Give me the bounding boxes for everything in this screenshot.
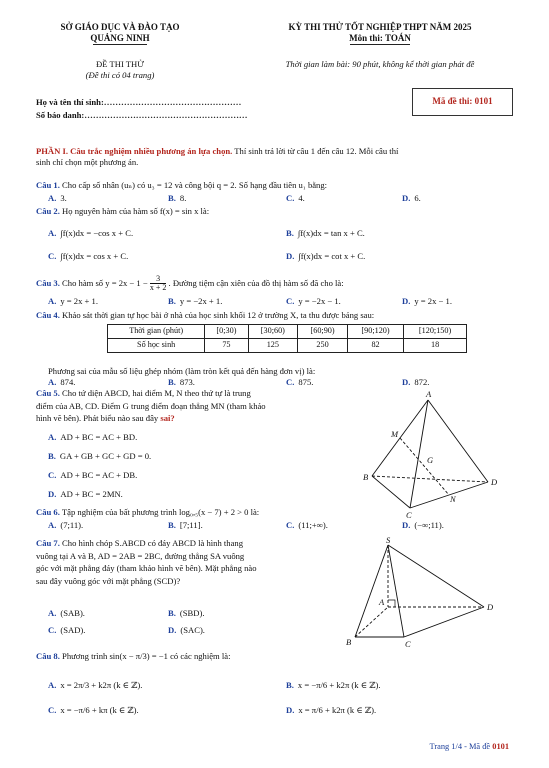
option-letter: D. <box>286 705 295 715</box>
q8-text-a: Phương trình sin(x − π/3) = −1 <box>62 651 168 661</box>
dept-line1: SỞ GIÁO DỤC VÀ ĐÀO TẠO <box>60 22 180 32</box>
edge-sd <box>388 545 484 607</box>
edge-ab <box>372 400 428 476</box>
candidate-id: Số báo danh:………………………………………………… <box>36 110 248 120</box>
q3-option-b[interactable] <box>168 296 222 307</box>
option-text: 873. <box>179 377 195 387</box>
candidate-name: Họ và tên thí sinh:………………………………………… <box>36 97 242 107</box>
exam-type: ĐỀ THI THỬ <box>96 59 144 69</box>
edge-bd <box>372 476 488 482</box>
label-g: G <box>427 455 434 465</box>
q7-option-d[interactable] <box>168 625 205 636</box>
option-letter: C. <box>48 705 57 715</box>
table-row <box>108 325 467 339</box>
q3-label: Câu 3. <box>36 277 60 288</box>
footer-code: 0101 <box>492 742 509 751</box>
edge-sb <box>355 545 388 637</box>
q4-table-header-count: Số học sinh <box>108 339 205 353</box>
option-letter: D. <box>402 296 411 306</box>
option-text: (−∞;11). <box>414 520 444 530</box>
edge-ba <box>355 607 388 637</box>
q7-line1: Cho hình chóp S.ABCD có đáy ABCD là hình thang <box>62 538 243 548</box>
label-m: M <box>391 429 399 439</box>
label-b: B <box>346 637 352 647</box>
q6-label: Câu 6. <box>36 507 60 517</box>
part1-title: PHẦN I. Câu trắc nghiệm nhiều phương án lựa chọn. <box>36 146 233 156</box>
q7-label: Câu 7. <box>36 538 60 548</box>
q2-option-d[interactable] <box>286 251 365 262</box>
header-underline <box>93 44 147 45</box>
option-text: x = π/6 + k2π (k ∈ ℤ). <box>298 705 377 715</box>
question-5 <box>36 388 361 424</box>
q4-count: 125 <box>248 339 298 353</box>
label-a: A <box>426 389 432 399</box>
q4-count: 75 <box>205 339 248 353</box>
q8-option-b[interactable] <box>286 680 381 691</box>
option-letter: D. <box>402 520 411 530</box>
exam-title: KỲ THI THỬ TỐT NGHIỆP THPT NĂM 2025 <box>288 22 472 32</box>
q2-label: Câu 2. <box>36 206 60 216</box>
option-text: y = 2x + 1. <box>60 296 98 306</box>
q3-text-b: . Đường tiệm cận xiên của đồ thị hàm số đã cho là: <box>168 277 344 288</box>
option-letter: D. <box>286 251 295 261</box>
option-letter: A. <box>48 193 57 203</box>
q5-line2: điểm của AB, CD. Điểm G trung điểm đoạn thẳng MN (tham khảo <box>36 400 266 411</box>
q1-label: Câu 1. <box>36 180 60 190</box>
q5-line1: Cho tứ diện ABCD, hai điểm M, N theo thứ tự là trung <box>62 388 251 398</box>
dept-line2: QUẢNG NINH <box>90 33 150 43</box>
option-text: AD + BC = AC + BD. <box>60 432 138 442</box>
option-text: x = −π/6 + k2π (k ∈ ℤ). <box>297 680 381 690</box>
q7-option-b[interactable] <box>168 608 204 619</box>
q6-option-c[interactable] <box>286 520 328 531</box>
edge-ac <box>410 400 428 508</box>
question-3 <box>36 275 344 293</box>
q5-option-a[interactable] <box>48 432 137 443</box>
q1-option-b[interactable] <box>168 193 186 204</box>
option-letter: C. <box>286 296 295 306</box>
q3-fraction <box>150 275 167 293</box>
label-b: B <box>363 472 369 482</box>
q1-text: Cho cấp số nhân (uₙ) có u₃ = 12 và công bội q = 2. Số hạng đầu tiên u₁ bằng: <box>62 180 328 190</box>
exam-code: Mã đề thi: 0101 <box>432 96 493 106</box>
option-letter: D. <box>48 489 57 499</box>
option-text: 874. <box>60 377 76 387</box>
option-text: (SBD). <box>179 608 205 618</box>
option-text: AD + BC = AC + DB. <box>60 470 138 480</box>
q7-option-c[interactable] <box>48 625 85 636</box>
option-text: y = −2x + 1. <box>179 296 223 306</box>
part1-instruction-2: sinh chỉ chọn một phương án. <box>36 157 139 167</box>
option-text: 875. <box>298 377 314 387</box>
edge-cd <box>410 482 488 508</box>
option-text: y = 2x − 1. <box>414 296 452 306</box>
option-letter: C. <box>48 625 57 635</box>
q4-table-header-time: Thời gian (phút) <box>108 325 205 339</box>
option-letter: A. <box>48 432 57 442</box>
q3-option-d[interactable] <box>402 296 452 307</box>
option-letter: D. <box>168 625 177 635</box>
q4-table <box>107 324 467 353</box>
option-text: GA + GB + GC + GD = 0. <box>59 451 152 461</box>
question-7 <box>36 538 354 587</box>
q5-line3: hình vẽ bên). Phát biểu nào sau đây <box>36 413 161 424</box>
q4-count: 82 <box>347 339 403 353</box>
option-text: 3. <box>60 193 67 203</box>
q4-text: Khảo sát thời gian tự học bài ở nhà của học sinh khối 12 ở trường X, ta thu được bảng sau: <box>62 310 375 320</box>
option-letter: A. <box>48 296 57 306</box>
q6-text: Tập nghiệm của bất phương trình log₀,₅(x − 7) + 2 > 0 là: <box>61 507 260 517</box>
right-angle-mark <box>388 600 395 607</box>
question-4 <box>36 310 374 321</box>
q4-after-text: Phương sai của mẫu số liệu ghép nhóm (làm tròn kết quả đến hàng đơn vị) là: <box>48 366 316 376</box>
option-text: y = −2x − 1. <box>298 296 341 306</box>
exam-code-box <box>412 88 513 116</box>
option-text: ∫f(x)dx = −cos x + C. <box>60 228 134 238</box>
option-letter: B. <box>168 193 176 203</box>
q2-text: Họ nguyên hàm của hàm số f(x) = sin x là: <box>62 206 210 216</box>
segment-mn <box>400 438 449 495</box>
q3-frac-num: 3 <box>150 275 167 284</box>
option-text: 4. <box>298 193 305 203</box>
q5-option-d[interactable] <box>48 489 123 500</box>
subject-underline <box>350 44 410 45</box>
time-note: Thời gian làm bài: 90 phút, không kể thời gian phát đề <box>285 59 475 69</box>
option-letter: C. <box>286 193 295 203</box>
option-letter: A. <box>48 377 57 387</box>
q7-option-a[interactable] <box>48 608 85 619</box>
q3-option-a[interactable] <box>48 296 98 307</box>
q2-option-a[interactable] <box>48 228 133 239</box>
option-letter: B. <box>48 451 56 461</box>
label-d: D <box>487 602 494 612</box>
option-letter: C. <box>286 520 295 530</box>
q7-line4: sau đây vuông góc với mặt phẳng (SCD)? <box>36 576 181 587</box>
part1-heading <box>36 146 514 157</box>
subject: Môn thi: TOÁN <box>349 33 411 43</box>
option-letter: C. <box>286 377 295 387</box>
option-text: ∫f(x)dx = tan x + C. <box>297 228 365 238</box>
option-text: x = −π/6 + kπ (k ∈ ℤ). <box>60 705 139 715</box>
q7-line2: vuông tại A và B, AD = 2AB = 2BC, đường thẳng SA vuông <box>36 550 245 561</box>
q1-option-c[interactable] <box>286 193 305 204</box>
q4-interval: [0;30) <box>205 325 248 339</box>
q8-option-a[interactable] <box>48 680 142 691</box>
q6-option-d[interactable] <box>402 520 444 531</box>
label-s: S <box>386 535 391 545</box>
q1-option-a[interactable] <box>48 193 67 204</box>
option-letter: B. <box>168 377 176 387</box>
q4-label: Câu 4. <box>36 310 60 320</box>
option-text: (SAB). <box>60 608 85 618</box>
option-letter: A. <box>48 680 57 690</box>
option-letter: C. <box>48 470 57 480</box>
option-letter: B. <box>168 520 176 530</box>
option-text: 6. <box>414 193 421 203</box>
q4-option-c[interactable] <box>286 377 313 388</box>
q8-text-b: có các nghiệm là: <box>167 651 231 661</box>
edge-bc <box>372 476 410 508</box>
q8-option-d[interactable] <box>286 705 376 716</box>
page-footer <box>430 742 509 753</box>
q7-line3: góc với mặt phẳng đáy (tham khảo hình vẽ bên). Mặt phẳng nào <box>36 563 257 574</box>
option-text: x = 2π/3 + k2π (k ∈ ℤ). <box>60 680 143 690</box>
q4-interval: [90;120) <box>347 325 403 339</box>
q3-text-a: Cho hàm số y = 2x − 1 − <box>62 277 150 288</box>
question-8 <box>36 651 230 662</box>
q1-option-d[interactable] <box>402 193 421 204</box>
page-count-note: (Đề thi có 04 trang) <box>85 70 155 80</box>
option-text: 872. <box>414 377 430 387</box>
q6-option-b[interactable] <box>168 520 203 531</box>
edge-cd <box>404 607 484 637</box>
q4-option-b[interactable] <box>168 377 195 388</box>
option-letter: D. <box>402 193 411 203</box>
q2-option-c[interactable] <box>48 251 128 262</box>
q4-option-d[interactable] <box>402 377 429 388</box>
option-letter: B. <box>286 228 294 238</box>
option-letter: B. <box>286 680 294 690</box>
question-1 <box>36 180 327 191</box>
q8-label: Câu 8. <box>36 651 60 661</box>
question-2 <box>36 206 209 217</box>
q4-count: 18 <box>404 339 467 353</box>
q3-option-c[interactable] <box>286 296 341 307</box>
part1-instruction: Thí sinh trả lời từ câu 1 đến câu 12. Mỗi câu thí <box>232 146 399 156</box>
option-text: (SAC). <box>180 625 205 635</box>
option-text: (11;+∞). <box>298 520 328 530</box>
label-a: A <box>379 597 385 607</box>
q6-option-a[interactable] <box>48 520 83 531</box>
label-c: C <box>406 510 412 520</box>
option-text: ∫f(x)dx = cot x + C. <box>298 251 366 261</box>
q4-interval: [60;90) <box>298 325 348 339</box>
option-letter: B. <box>168 296 176 306</box>
option-letter: D. <box>402 377 411 387</box>
option-letter: B. <box>168 608 176 618</box>
q5-emph: sai? <box>160 413 175 424</box>
q3-frac-den: x + 2 <box>149 283 167 293</box>
label-d: D <box>491 477 498 487</box>
option-letter: A. <box>48 520 57 530</box>
table-row <box>108 339 467 353</box>
option-text: ∫f(x)dx = cos x + C. <box>60 251 129 261</box>
q8-option-c[interactable] <box>48 705 139 716</box>
option-text: 8. <box>179 193 187 203</box>
q4-count: 250 <box>298 339 348 353</box>
option-letter: A. <box>48 608 57 618</box>
q5-option-b[interactable] <box>48 451 151 462</box>
option-text: (SAD). <box>60 625 86 635</box>
q4-interval: [120;150) <box>404 325 467 339</box>
option-text: (7;11). <box>60 520 84 530</box>
edge-ad <box>428 400 488 482</box>
option-letter: A. <box>48 228 57 238</box>
q5-option-c[interactable] <box>48 470 137 481</box>
q5-label: Câu 5. <box>36 388 60 398</box>
footer-page: Trang 1/4 - Mã đề <box>429 742 493 751</box>
question-6 <box>36 507 259 518</box>
q2-option-b[interactable] <box>286 228 365 239</box>
label-c: C <box>405 639 411 649</box>
q4-interval: [30;60) <box>248 325 298 339</box>
q4-option-a[interactable] <box>48 377 75 388</box>
option-text: [7;11]. <box>179 520 203 530</box>
edge-sc <box>388 545 404 637</box>
option-text: AD + BC = 2MN. <box>60 489 123 499</box>
label-n: N <box>450 494 456 504</box>
option-letter: C. <box>48 251 57 261</box>
